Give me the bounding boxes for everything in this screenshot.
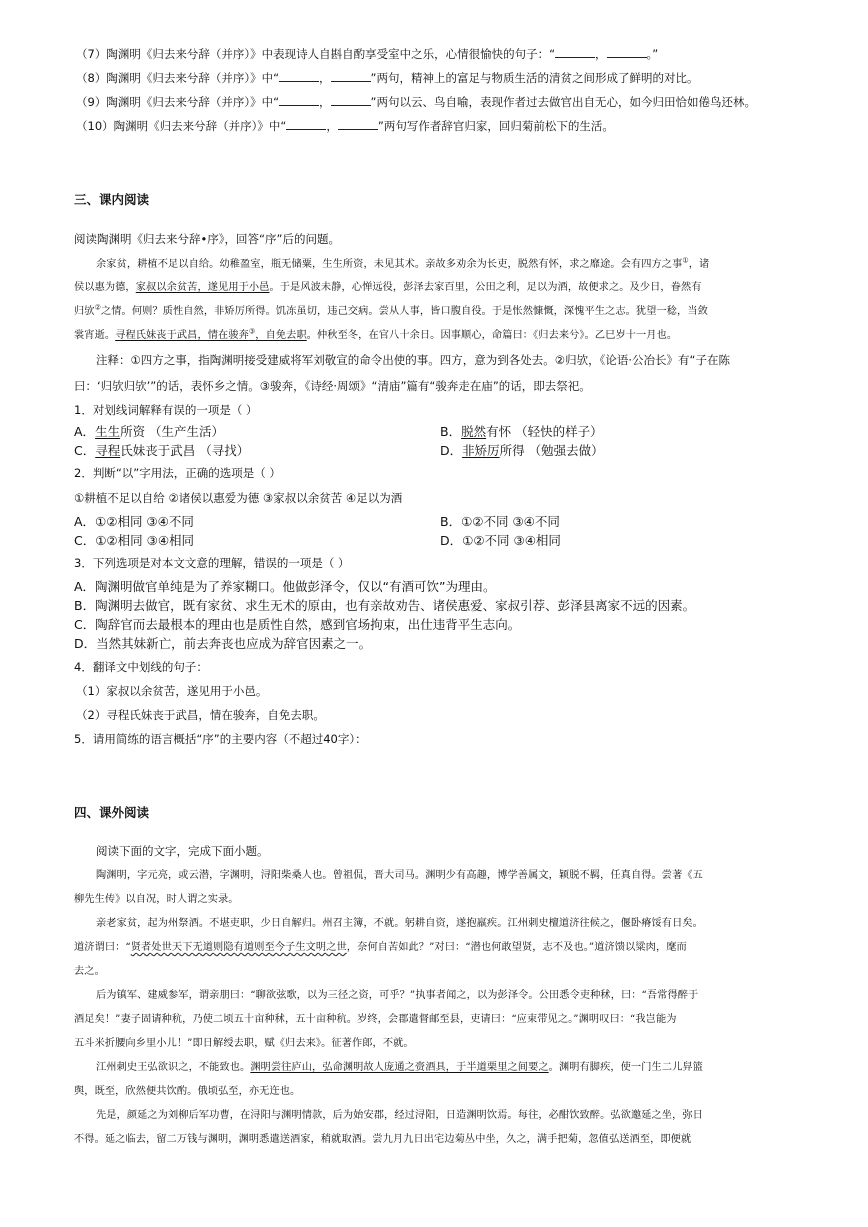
underlined-sentence: 渊明尝往庐山，弘命渊明故人庞通之赍酒具，于半道栗里之间要之 xyxy=(250,1062,549,1073)
question-4: 4．翻译文中划线的句子： xyxy=(74,660,208,674)
q2-items: ①耕植不足以自给 ②诸侯以惠爱为德 ③家叔以余贫苦 ④足以为酒 xyxy=(74,491,403,505)
answer-blank[interactable] xyxy=(279,70,319,82)
section-3-intro: 阅读陶渊明《归去来兮辞•序》，回答“序”后的问题。 xyxy=(74,232,340,246)
answer-blank[interactable] xyxy=(607,46,647,58)
question-3: 3．下列选项是对本文文意的理解，错误的一项是（ ） xyxy=(74,556,350,570)
q2-option-d[interactable]: D．①②不同 ③④相同 xyxy=(440,533,561,548)
reading-line: 酒足矣！”妻子固请种秔，乃使二顷五十亩种秫，五十亩种秔。岁终，会郡遣督邮至县，吏请曰：“应束带见之。”渊明叹曰：“我岂能为 xyxy=(74,1014,677,1025)
answer-blank[interactable] xyxy=(331,70,371,82)
reading-line: 先是，颜延之为刘柳后军功曹，在浔阳与渊明情款，后为始安郡，经过浔阳，日造渊明饮焉。每往，必酣饮致醉。弘欲邀延之坐，弥日 xyxy=(96,1110,703,1121)
underlined-sentence: 寻程氏妹丧于武昌，情在骏奔③，自免去职 xyxy=(115,327,307,341)
section-4-heading: 四、课外阅读 xyxy=(74,805,150,820)
q3-option-d[interactable]: D．当然其妹新亡，前去奔丧也应成为辞官因素之一。 xyxy=(74,636,372,651)
reading-line: 江州刺史王弘欲识之，不能致也。渊明尝往庐山，弘命渊明故人庞通之赍酒具，于半道栗里之间要之。渊明有脚疾，使一门生二儿舁篮 xyxy=(96,1062,703,1073)
q1-option-b[interactable]: B．脱然有怀 （轻快的样子） xyxy=(440,424,603,439)
passage-line-4: 裳宵逝。寻程氏妹丧于武昌，情在骏奔③，自免去职。仲秋至冬，在官八十余日。因事顺心，命篇曰：《归去来兮》。乙巳岁十一月也。 xyxy=(74,327,678,341)
question-5: 5．请用简练的语言概括“序”的主要内容（不超过40字）： xyxy=(74,732,367,746)
fill-question-10: （10）陶渊明《归去来兮辞（并序）》中“ ， ”两句写作者辞官归家，回归菊前松下的生活。 xyxy=(76,119,614,133)
reading-line: 柳先生传》以自况，时人谓之实录。 xyxy=(74,894,239,905)
underlined-sentence: 家叔以余贫苦，遂见用于小邑 xyxy=(135,282,270,293)
reading-line: 去之。 xyxy=(74,966,105,977)
question-2: 2．判断“以”字用法，正确的选项是（ ） xyxy=(74,466,281,480)
q1-option-d[interactable]: D．非矫厉所得 （勉强去做） xyxy=(440,443,604,458)
q2-option-a[interactable]: A．①②相同 ③④不同 xyxy=(74,514,194,529)
q4-item-2: （2）寻程氏妹丧于武昌，情在骏奔，自免去职。 xyxy=(76,708,325,722)
answer-blank[interactable] xyxy=(331,94,371,106)
q1-option-c[interactable]: C．寻程氏妹丧于武昌 （寻找） xyxy=(74,443,250,458)
question-1: 1．对划线词解释有误的一项是（ ） xyxy=(74,403,258,417)
reading-line: 五斗米折腰向乡里小儿！”即日解绶去职，赋《归去来》。征著作郎，不就。 xyxy=(74,1038,414,1049)
q1-option-a[interactable]: A．生生所资 （生产生活） xyxy=(74,424,225,439)
fill-question-7: （7）陶渊明《归去来兮辞（并序）》中表现诗人自斟自酌享受室中之乐，心情很愉快的句子：“ ， 。” xyxy=(76,47,659,61)
reading-line: 不得。延之临去，留二万钱与渊明，渊明悉遣送酒家，稍就取酒。尝九月九日出宅边菊丛中坐，久之，满手把菊，忽值弘送酒至，即便就 xyxy=(74,1134,692,1145)
reading-line: 陶渊明，字元亮，或云潜，字渊明，浔阳柴桑人也。曾祖侃，晋大司马。渊明少有高趣，博学善属文，颖脱不羁，任真自得。尝著《五 xyxy=(96,870,703,881)
fill-question-8: （8）陶渊明《归去来兮辞（并序）》中“ ， ”两句，精神上的富足与物质生活的清贫之间形成了鲜明的对比。 xyxy=(76,71,699,85)
q2-option-b[interactable]: B．①②不同 ③④不同 xyxy=(440,514,560,529)
reading-line: 舆，既至，欣然便共饮酌。俄顷弘至，亦无迕也。 xyxy=(74,1086,301,1097)
answer-blank[interactable] xyxy=(338,118,378,130)
q2-option-c[interactable]: C．①②相同 ③④相同 xyxy=(74,533,195,548)
q3-option-a[interactable]: A．陶渊明做官单纯是为了养家糊口。他做彭泽令，仅以“有酒可饮”为理由。 xyxy=(74,579,496,594)
wavy-underlined-sentence: 贤者处世天下无道则隐有道则至今子生文明之世 xyxy=(130,942,347,953)
q4-item-1: （1）家叔以余贫苦，遂见用于小邑。 xyxy=(76,684,268,698)
notes-line-1: 注释：①四方之事，指陶渊明接受建威将军刘敬宣的命令出使的事。四方，意为到各处去。②归欤，《论语·公冶长》有“子在陈 xyxy=(96,353,730,367)
passage-line-3: 归欤②之情。何则？质性自然，非矫厉所得。饥冻虽切，违己交病。尝从人事，皆口腹自役。于是怅然慷慨，深愧平生之志。犹望一稔，当敛 xyxy=(74,303,708,317)
q3-option-c[interactable]: C．陶辞官而去最根本的理由也是质性自然，感到官场拘束，出仕违背平生志向。 xyxy=(74,617,521,632)
reading-line: 后为镇军、建威参军，谓亲朋曰：“聊欲弦歌，以为三径之资，可乎？”执事者闻之，以为彭泽令。公田悉令吏种秫，曰：“吾常得醉于 xyxy=(96,990,699,1001)
notes-line-2: 曰：‘归欤归欤’”的话，表怀乡之情。③骏奔，《诗经·周颂》“清庙”篇有“骏奔走在庙”的话，即去祭祀。 xyxy=(74,379,591,393)
answer-blank[interactable] xyxy=(286,118,326,130)
q3-option-b[interactable]: B．陶渊明去做官，既有家贫、求生无术的原由，也有亲故劝告、诸侯惠爱、家叔引荐、彭泽县离家不远的因素。 xyxy=(74,598,696,613)
fill-question-9: （9）陶渊明《归去来兮辞（并序）》中“ ， ”两句以云、鸟自喻，表现作者过去做官出自无心，如今归田恰如倦鸟还林。 xyxy=(76,95,757,109)
answer-blank[interactable] xyxy=(555,46,595,58)
answer-blank[interactable] xyxy=(279,94,319,106)
reading-line: 道济谓曰：“贤者处世天下无道则隐有道则至今子生文明之世，奈何自苦如此？”对曰：“潜也何敢望贤，志不及也。”道济馈以粱肉，麾而 xyxy=(74,942,687,953)
passage-line-2: 侯以惠为德，家叔以余贫苦，遂见用于小邑。于是风波未静，心惮远役，彭泽去家百里，公田之利，足以为酒，故便求之。及少日，眷然有 xyxy=(74,282,702,293)
passage-line-1: 余家贫，耕植不足以自给。幼稚盈室，瓶无储粟，生生所资，未见其术。亲故多劝余为长吏，脱然有怀，求之靡途。会有四方之事①，诸 xyxy=(96,256,710,270)
section-3-heading: 三、课内阅读 xyxy=(74,192,150,207)
reading-line: 亲老家贫，起为州祭酒。不堪吏职，少日自解归。州召主簿，不就。躬耕自资，遂抱羸疾。江州刺史檀道济往候之，偃卧瘠馁有日矣。 xyxy=(96,918,703,929)
section-4-intro: 阅读下面的文字，完成下面小题。 xyxy=(96,844,269,858)
